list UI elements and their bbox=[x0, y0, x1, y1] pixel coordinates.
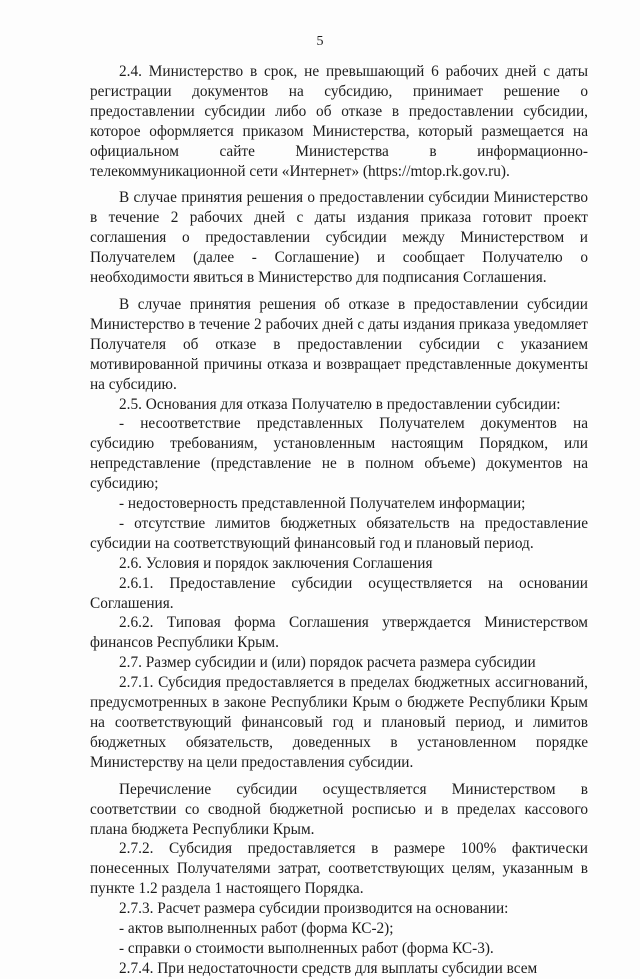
paragraph-decision-refusal: В случае принятия решения об отказе в предоставлении субсидии Министерство в течение 2 рабочих дней с даты издания приказа уведомляет Получателя об отказе в предоставлении субсидии с указанием мотивированной причины отказа и возвращает представленные документы на субсидию. bbox=[90, 295, 588, 393]
paragraph-2-6-2: 2.6.2. Типовая форма Соглашения утверждается Министерством финансов Республики Крым. bbox=[90, 614, 588, 652]
paragraph-2-7-4: 2.7.4. При недостаточности средств для выплаты субсидии всем bbox=[119, 959, 538, 977]
list-item: - отсутствие лимитов бюджетных обязательств на предоставление субсидии на соответствующий финансовый год и плановый период. bbox=[90, 514, 588, 552]
document-body bbox=[90, 62, 588, 979]
paragraph-2-7-3: 2.7.3. Расчет размера субсидии производится на основании: bbox=[119, 900, 509, 918]
list-item: - несоответствие представленных Получателем документов на субсидию требованиям, установленным настоящим Порядком, или непредставление (представление не в полном объеме) документов на субсидию; bbox=[90, 415, 588, 493]
paragraph-2-6-1: 2.6.1. Предоставление субсидии осуществляется на основании Соглашения. bbox=[90, 574, 588, 612]
paragraph-2-4: 2.4. Министерство в срок, не превышающий 6 рабочих дней с даты регистрации документов на субсидию, принимает решение о предоставлении субсидии либо об отказе в предоставлении субсидии, которое оформляется приказом Министерства, который размещается на официальном сайте Министерства в информационно-телекоммуникационной сети «Интернет» (https://mtop.rk.gov.ru). bbox=[90, 63, 588, 180]
list-item: - актов выполненных работ (форма КС-2); bbox=[119, 920, 394, 938]
paragraph-2-7: 2.7. Размер субсидии и (или) порядок расчета размера субсидии bbox=[119, 654, 536, 672]
paragraph-2-5: 2.5. Основания для отказа Получателю в предоставлении субсидии: bbox=[119, 395, 561, 413]
page-number: 5 bbox=[316, 34, 324, 49]
paragraph-2-6: 2.6. Условия и порядок заключения Соглашения bbox=[119, 554, 433, 572]
paragraph-2-7-2: 2.7.2. Субсидия предоставляется в размере 100% фактически понесенных Получателями затрат, соответствующих целям, указанным в пункте 1.2 раздела 1 настоящего Порядка. bbox=[90, 840, 588, 898]
paragraph-transfer: Перечисление субсидии осуществляется Министерством в соответствии со сводной бюджетной росписью и в пределах кассового плана бюджета Республики Крым. bbox=[90, 780, 588, 838]
list-item: - недостоверность представленной Получателем информации; bbox=[119, 495, 526, 513]
paragraph-2-7-1: 2.7.1. Субсидия предоставляется в пределах бюджетных ассигнований, предусмотренных в законе Республики Крым о бюджете Республики Крым на соответствующий финансовый год и плановый период, и лимитов бюджетных обязательств, доведенных в установленном порядке Министерству на цели предоставления субсидии. bbox=[90, 674, 588, 771]
list-item: - справки о стоимости выполненных работ (форма КС-3). bbox=[119, 939, 494, 957]
paragraph-decision-grant: В случае принятия решения о предоставлении субсидии Министерство в течение 2 рабочих дней с даты издания приказа готовит проект соглашения о предоставлении субсидии между Министерством и Получателем (далее - Соглашение) и сообщает Получателю о необходимости явиться в Министерство для подписания Соглашения. bbox=[90, 189, 588, 287]
